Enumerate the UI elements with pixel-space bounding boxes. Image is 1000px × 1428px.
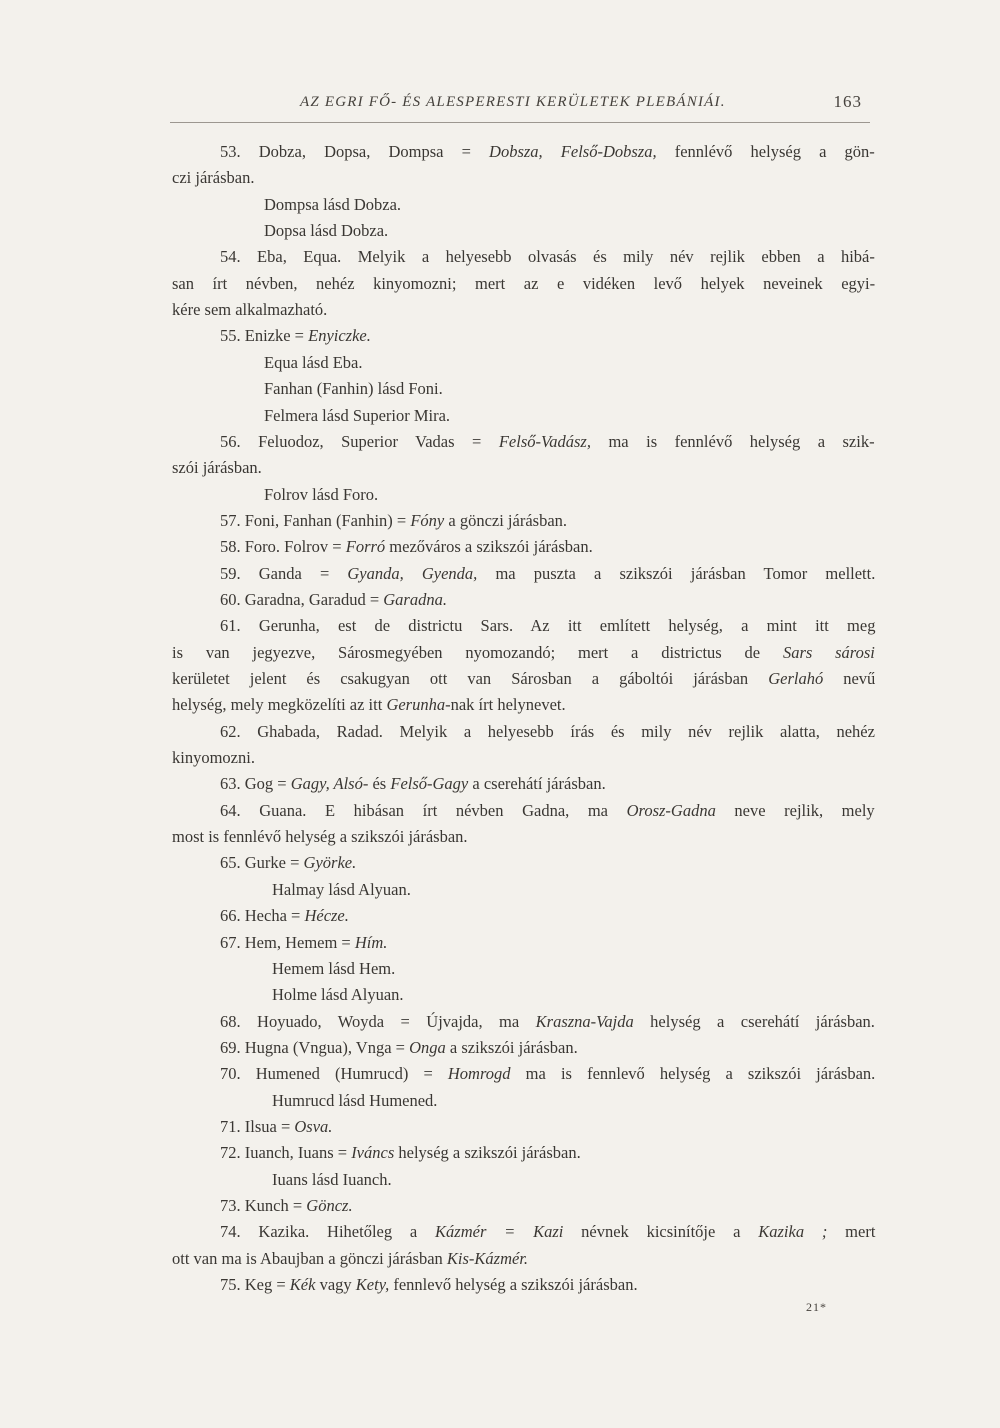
text-run: 53. Dobza, Dopsa, Dompsa = (220, 142, 490, 161)
italic-place-name: Fóny (410, 510, 445, 530)
text-run: 59. Ganda = (220, 563, 348, 583)
text-line (220, 509, 567, 533)
text-line (172, 298, 327, 322)
text-run: 54. Eba, Equa. Melyik a helyesebb olvasás és mily név rejlik ebben a hibá- (220, 247, 875, 267)
text-run: szói járásban. (172, 458, 262, 478)
page-number: 163 (833, 92, 862, 111)
italic-place-name: Kék (289, 1275, 316, 1295)
text-line (264, 377, 443, 401)
italic-place-name: Sars sárosi (782, 642, 875, 662)
text-run: Hemem lásd Hem. (272, 958, 396, 978)
text-line (220, 720, 875, 744)
text-run: a szikszói járásban. (445, 1037, 578, 1057)
text-run: most is fennlévő helység a szikszói járásban. (172, 827, 468, 847)
italic-place-name: Gerlahó (768, 669, 824, 688)
italic-place-name: Felső-Vadász, (498, 431, 591, 451)
italic-place-name: Homrogd (447, 1064, 511, 1084)
text-run: Equa lásd Eba. (264, 352, 363, 372)
text-run: 74. Kazika. Hihetőleg a (220, 1222, 436, 1242)
italic-place-name: Kázmér = Kazi (435, 1222, 564, 1242)
text-line (220, 562, 875, 586)
text-line (220, 851, 356, 875)
text-run: is van jegyezve, Sárosmegyében nyomozandó; mert a districtus de (172, 642, 783, 662)
text-line (172, 693, 566, 717)
text-line (172, 166, 254, 190)
text-line (264, 483, 378, 507)
text-line (220, 430, 875, 454)
text-line (220, 772, 606, 796)
italic-place-name: Garadna. (383, 589, 447, 609)
text-run: mezőváros a szikszói járásban. (385, 537, 593, 557)
text-run: a gönczi járásban. (444, 510, 568, 530)
text-run: Felmera lásd Superior Mira. (264, 405, 451, 425)
text-run: ma is fennlévő helység a szik- (590, 431, 875, 451)
running-title: AZ EGRI FŐ- ÉS ALESPERESTI KERÜLETEK PLEBÁNIÁI. (300, 94, 726, 110)
text-run: 62. Ghabada, Radad. Melyik a helyesebb írás és mily név rejlik alatta, nehéz (220, 721, 875, 741)
text-run: fennlévő helység a gön- (656, 142, 875, 161)
text-run: -nak írt helynevet. (445, 695, 566, 715)
italic-place-name: Onga (409, 1037, 446, 1057)
italic-place-name: Enyiczke. (308, 326, 371, 346)
text-line (220, 1062, 875, 1086)
text-line (172, 746, 255, 770)
text-run: vagy (315, 1275, 356, 1295)
text-run: 58. Foro. Folrov = (220, 537, 346, 557)
text-line (220, 614, 875, 638)
italic-place-name: Kety, (355, 1275, 390, 1295)
text-line (264, 351, 363, 375)
text-run: czi járásban. (172, 168, 255, 188)
text-run: Humrucd lásd Humened. (272, 1090, 438, 1110)
text-run: és (368, 774, 391, 794)
text-run: a cserehátí járásban. (468, 774, 606, 794)
text-line (220, 1194, 353, 1218)
text-run: 71. Ilsua = (220, 1116, 295, 1136)
signature-mark: 21* (806, 1300, 827, 1314)
text-line (220, 1010, 875, 1034)
italic-place-name: Hím. (354, 932, 388, 952)
text-run: san írt névben, nehéz kinyomozni; mert az e vidéken levő helyek neveinek egyi- (172, 273, 876, 293)
italic-place-name: Gyanda, Gyenda, (347, 563, 478, 583)
text-line (220, 1220, 875, 1244)
text-run: helység a szikszói járásban. (394, 1143, 581, 1163)
text-run: kére sem alkalmazható. (172, 300, 328, 320)
text-run: ott van ma is Abaujban a gönczi járásban (172, 1248, 447, 1268)
text-line (264, 219, 388, 243)
text-line (220, 1115, 332, 1139)
italic-place-name: Kraszna-Vajda (535, 1011, 634, 1031)
italic-place-name: Hécze. (304, 906, 349, 926)
italic-place-name: Göncz. (306, 1196, 353, 1215)
italic-place-name: Dobsza, Felső-Dobsza, (489, 142, 657, 161)
text-run: neve rejlik, mely (715, 800, 875, 820)
text-run: Dompsa lásd Dobza. (264, 194, 402, 214)
text-run: kerületet jelent és csakugyan ott van Sárosban a gáboltói járásban (172, 669, 769, 688)
text-line (220, 1273, 638, 1297)
text-line (220, 1141, 581, 1165)
text-run: helység, mely megközelíti az itt (172, 695, 387, 715)
text-run: 70. Humened (Humrucd) = (220, 1064, 448, 1084)
text-line (172, 667, 875, 691)
text-line (220, 904, 349, 928)
text-run: helység a cserehátí járásban. (633, 1011, 875, 1031)
text-run: fennlevő helység a szikszói járásban. (389, 1275, 638, 1295)
text-run: névnek kicsinítője a (563, 1222, 759, 1242)
text-run: 69. Hugna (Vngua), Vnga = (220, 1037, 410, 1057)
text-run: ma is fennlevő helység a szikszói járásban. (510, 1064, 876, 1084)
text-line (220, 588, 447, 612)
text-line (272, 878, 411, 902)
text-run: nevű (823, 669, 876, 688)
text-line (220, 1036, 578, 1060)
text-run: Halmay lásd Alyuan. (272, 879, 411, 899)
text-line (172, 272, 875, 296)
text-line (220, 931, 387, 955)
italic-place-name: Kazika ; (758, 1222, 828, 1242)
text-run: Dopsa lásd Dobza. (264, 221, 389, 241)
text-line (272, 1089, 437, 1113)
text-run: Holme lásd Alyuan. (272, 985, 404, 1005)
text-line (272, 983, 404, 1007)
text-run: 66. Hecha = (220, 906, 305, 926)
text-line (272, 957, 395, 981)
header-rule (170, 122, 870, 123)
text-run: 73. Kunch = (220, 1196, 307, 1215)
italic-place-name: Kis-Kázmér. (446, 1248, 529, 1268)
text-line (220, 535, 593, 559)
text-line (172, 1247, 528, 1271)
italic-place-name: Osva. (294, 1116, 333, 1136)
text-run: 64. Guana. E hibásan írt névben Gadna, ma (220, 800, 627, 820)
text-run: Fanhan (Fanhin) lásd Foni. (264, 379, 443, 399)
text-run: 67. Hem, Hemem = (220, 932, 355, 952)
text-run: ma puszta a szikszói járásban Tomor mellett. (477, 563, 876, 583)
text-run: Iuans lásd Iuanch. (272, 1169, 392, 1189)
italic-place-name: Iváncs (351, 1143, 395, 1163)
text-line (264, 404, 450, 428)
text-line (220, 799, 875, 823)
text-line (172, 456, 262, 480)
italic-place-name: Györke. (303, 853, 357, 873)
text-line (220, 140, 875, 164)
italic-place-name: Gerunha (386, 695, 446, 715)
text-line (172, 825, 468, 849)
text-run: 61. Gerunha, est de districtu Sars. Az itt említett helység, a mint itt meg (220, 616, 876, 636)
text-run: mert (827, 1222, 876, 1242)
text-run: 63. Gog = (220, 774, 291, 794)
text-run: kinyomozni. (172, 748, 255, 768)
text-run: 65. Gurke = (220, 853, 304, 873)
italic-place-name: Felső-Gagy (390, 774, 469, 794)
text-run: 75. Keg = (220, 1275, 290, 1295)
text-line (220, 324, 371, 348)
italic-place-name: Gagy, Alsó- (290, 774, 369, 794)
page-header (170, 88, 870, 122)
text-line (264, 193, 401, 217)
text-run: 68. Hoyuado, Woyda = Újvajda, ma (220, 1011, 536, 1031)
text-line (272, 1168, 392, 1192)
italic-place-name: Forró (345, 537, 386, 557)
text-run: 72. Iuanch, Iuans = (220, 1143, 352, 1163)
text-line (172, 641, 875, 665)
text-run: Folrov lásd Foro. (264, 484, 379, 504)
italic-place-name: Orosz-Gadna (626, 800, 716, 820)
text-run: 57. Foni, Fanhan (Fanhin) = (220, 510, 411, 530)
text-run: 56. Feluodoz, Superior Vadas = (220, 431, 499, 451)
text-run: 55. Enizke = (220, 326, 309, 346)
text-line (220, 245, 875, 269)
text-run: 60. Garadna, Garadud = (220, 589, 384, 609)
